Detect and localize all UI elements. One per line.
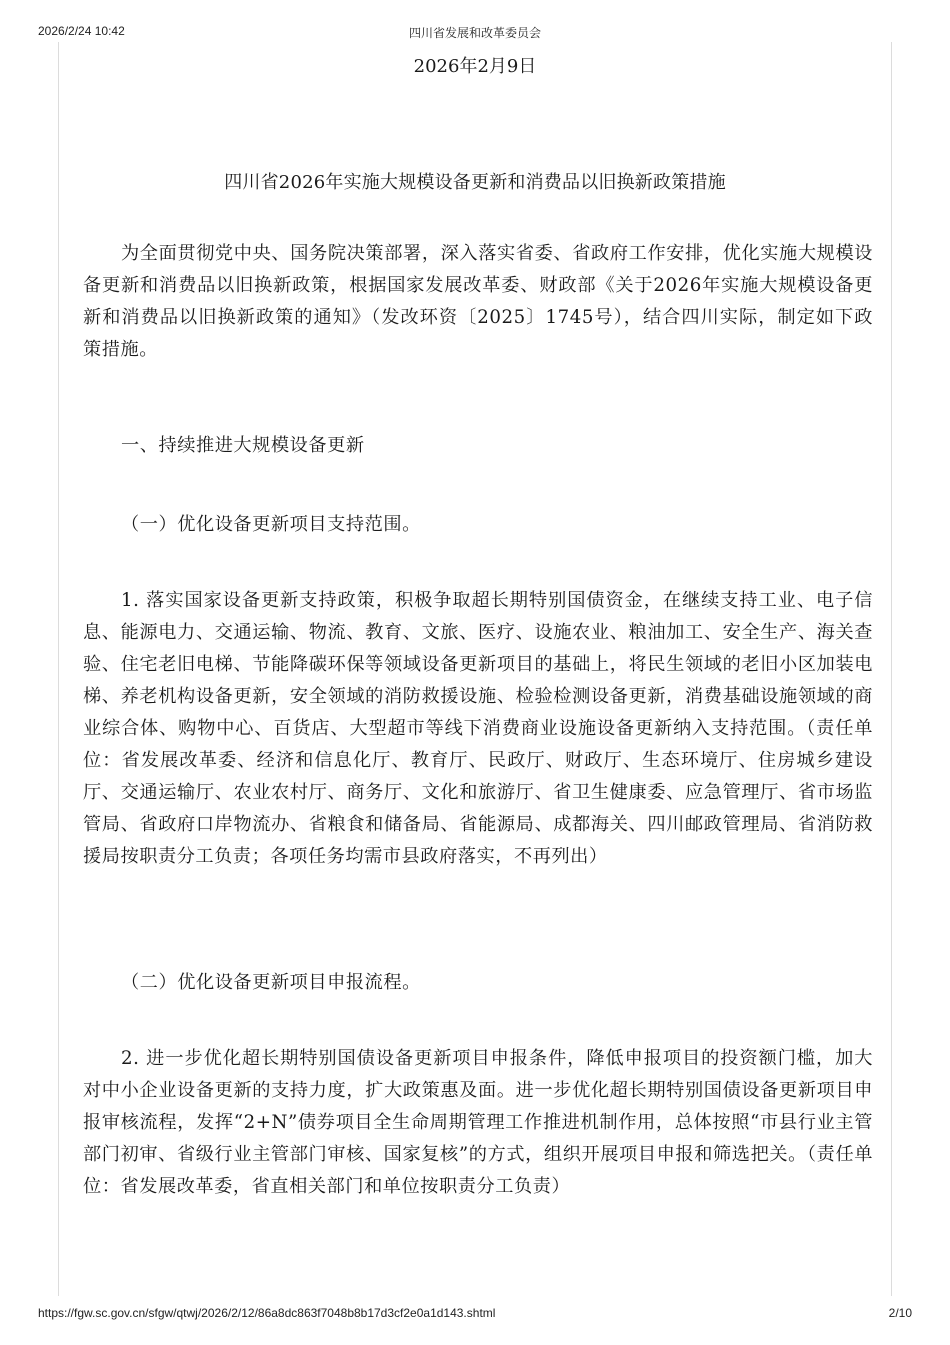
document-title: 四川省2026年实施大规模设备更新和消费品以旧换新政策措施 xyxy=(224,172,726,193)
item-1-paragraph: 1. 落实国家设备更新支持政策，积极争取超长期特别国债资金，在继续支持工业、电子信息、能源电力、交通运输、物流、教育、文旅、医疗、设施农业、粮油加工、安全生产、海关查验、住宅老旧电梯、节能降碳环保等领域设备更新项目的基础上，将民生领域的老旧小区加装电梯、养老机构设备更新，安全领域的消防救援设施、检验检测设备更新，消费基础设施领域的商业综合体、购物中心、百货店、大型超市等线下消费商业设施设备更新纳入支持范围。（责任单位：省发展改革委、经济和信息化厅、教育厅、民政厅、财政厅、生态环境厅、住房城乡建设厅、交通运输厅、农业农村厅、商务厅、文化和旅游厅、省卫生健康委、应急管理厅、省市场监管局、省政府口岸物流办、省粮食和储备局、省能源局、成都海关、四川邮政管理局、省消防救援局按职责分工负责；各项任务均需市县政府落实，不再列出） xyxy=(83,590,873,867)
page-number: 2/10 xyxy=(888,1306,912,1320)
document-date: 2026年2月9日 xyxy=(413,56,537,77)
section-1-heading: 一、持续推进大规模设备更新 xyxy=(121,435,365,456)
item-2-paragraph: 2. 进一步优化超长期特别国债设备更新项目申报条件，降低申报项目的投资额门槛，加大对中小企业设备更新的支持力度，扩大政策惠及面。进一步优化超长期特别国债设备更新项目申报审核流程，发挥“2+N”债券项目全生命周期管理工作推进机制作用，总体按照“市县行业主管部门初审、省级行业主管部门审核、国家复核”的方式，组织开展项目申报和筛选把关。（责任单位：省发展改革委，省直相关部门和单位按职责分工负责） xyxy=(83,1048,873,1197)
page-url: https://fgw.sc.gov.cn/sfgw/qtwj/2026/2/12/86a8dc863f7048b8b17d3cf2e0a1d143.shtml xyxy=(38,1306,496,1320)
print-timestamp: 2026/2/24 10:42 xyxy=(38,24,125,38)
site-title: 四川省发展和改革委员会 xyxy=(408,26,541,40)
subsection-1-heading: （一）优化设备更新项目支持范围。 xyxy=(121,514,421,535)
subsection-2-heading: （二）优化设备更新项目申报流程。 xyxy=(121,972,421,993)
print-footer xyxy=(0,1306,950,1322)
intro-paragraph: 为全面贯彻党中央、国务院决策部署，深入落实省委、省政府工作安排，优化实施大规模设备更新和消费品以旧换新政策，根据国家发展改革委、财政部《关于2026年实施大规模设备更新和消费品以旧换新政策的通知》（发改环资〔2025〕1745号），结合四川实际，制定如下政策措施。 xyxy=(83,243,873,360)
print-header xyxy=(0,24,950,40)
